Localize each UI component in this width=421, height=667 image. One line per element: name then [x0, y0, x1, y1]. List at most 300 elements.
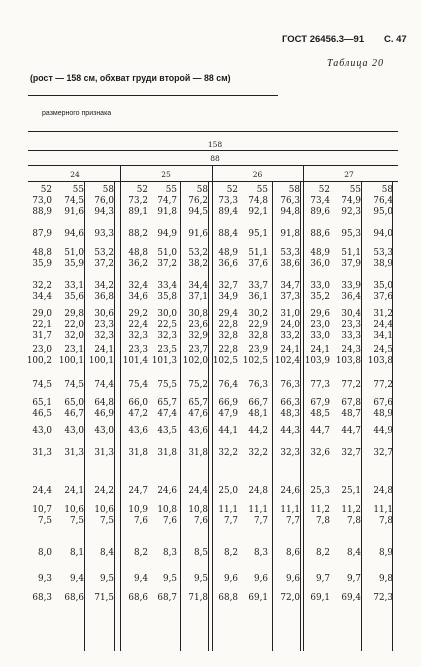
- table-cell: 65,7: [188, 398, 208, 408]
- table-cell: 51,1: [248, 248, 268, 258]
- table-cell: 8,4: [100, 548, 114, 558]
- table-cell: 24,1: [64, 486, 84, 496]
- table-cell: 23,0: [310, 320, 330, 330]
- table-cell: 24,3: [341, 345, 361, 355]
- table-cell: 94,0: [373, 229, 393, 239]
- table-cell: 48,1: [248, 409, 268, 419]
- table-cell: 73,0: [32, 196, 52, 206]
- group-header: 27: [344, 170, 354, 179]
- table-cell: 24,6: [280, 486, 300, 496]
- table-cell: 47,9: [218, 409, 238, 419]
- table-cell: 24,4: [32, 486, 52, 496]
- table-cell: 73,4: [310, 196, 330, 206]
- table-cell: 43,6: [128, 426, 148, 436]
- table-cell: 24,0: [280, 320, 300, 330]
- table-cell: 7,7: [224, 516, 238, 526]
- table-cell: 29,8: [64, 309, 84, 319]
- table-cell: 67,9: [310, 398, 330, 408]
- table-cell: 30,4: [341, 309, 361, 319]
- table-cell: 74,9: [341, 196, 361, 206]
- table-cell: 37,9: [341, 259, 361, 269]
- table-cell: 22,0: [64, 320, 84, 330]
- table-cell: 22,1: [32, 320, 52, 330]
- table-cell: 44,9: [373, 426, 393, 436]
- table-cell: 66,0: [128, 398, 148, 408]
- table-cell: 77,3: [310, 380, 330, 390]
- table-cell: 48,7: [341, 409, 361, 419]
- table-cell: 7,6: [134, 516, 148, 526]
- table-cell: 76,3: [280, 196, 300, 206]
- table-cell: 8,4: [347, 548, 361, 558]
- table-cell: 8,9: [379, 548, 393, 558]
- table-cell: 34,4: [32, 292, 52, 302]
- table-cell: 48,8: [32, 248, 52, 258]
- table-cell: 32,4: [128, 281, 148, 291]
- table-cell: 88,2: [128, 229, 148, 239]
- table-cell: 25,3: [310, 486, 330, 496]
- table-cell: 67,8: [341, 398, 361, 408]
- table-cell: 91,8: [157, 207, 177, 217]
- table-cell: 55: [256, 185, 268, 195]
- table-cell: 32,8: [248, 331, 268, 341]
- table-cell: 22,4: [128, 320, 148, 330]
- table-cell: 89,1: [128, 207, 148, 217]
- table-cell: 68,7: [157, 593, 177, 603]
- column-divider: [361, 181, 362, 651]
- feature-label: размерного признака: [42, 110, 112, 117]
- table-cell: 94,8: [280, 207, 300, 217]
- rule: [28, 165, 398, 166]
- table-cell: 23,9: [248, 345, 268, 355]
- height-value: 158: [207, 140, 223, 149]
- table-cell: 69,1: [248, 593, 268, 603]
- table-cell: 33,4: [157, 281, 177, 291]
- table-cell: 33,0: [310, 281, 330, 291]
- table-cell: 25,1: [341, 486, 361, 496]
- table-cell: 8,2: [316, 548, 330, 558]
- table-cell: 9,7: [347, 574, 361, 584]
- table-cell: 32,2: [218, 448, 238, 458]
- table-cell: 9,3: [38, 574, 52, 584]
- chest-value: 88: [210, 154, 220, 163]
- table-cell: 102,0: [182, 356, 208, 366]
- group-header: 25: [161, 170, 171, 179]
- table-cell: 7,5: [100, 516, 114, 526]
- table-cell: 76,4: [373, 196, 393, 206]
- table-cell: 10,6: [94, 505, 114, 515]
- table-cell: 74,4: [94, 380, 114, 390]
- table-cell: 32,6: [310, 448, 330, 458]
- table-cell: 37,3: [280, 292, 300, 302]
- table-cell: 88,4: [218, 229, 238, 239]
- table-cell: 69,4: [341, 593, 361, 603]
- table-cell: 23,3: [128, 345, 148, 355]
- table-cell: 102,4: [274, 356, 300, 366]
- table-cell: 9,7: [316, 574, 330, 584]
- table-cell: 10,7: [32, 505, 52, 515]
- table-cell: 44,3: [280, 426, 300, 436]
- table-cell: 7,8: [347, 516, 361, 526]
- table-cell: 34,1: [373, 331, 393, 341]
- table-cell: 76,2: [188, 196, 208, 206]
- table-cell: 31,3: [32, 448, 52, 458]
- table-subtitle: (рост — 158 см, обхват груди второй — 88 см): [30, 73, 231, 83]
- table-cell: 33,0: [310, 331, 330, 341]
- table-cell: 33,3: [341, 331, 361, 341]
- column-divider: [114, 181, 115, 651]
- table-cell: 93,3: [94, 229, 114, 239]
- table-cell: 68,3: [32, 593, 52, 603]
- table-cell: 65,1: [32, 398, 52, 408]
- table-cell: 7,7: [286, 516, 300, 526]
- table-cell: 35,8: [157, 292, 177, 302]
- table-cell: 73,3: [218, 196, 238, 206]
- table-cell: 58: [102, 185, 114, 195]
- table-cell: 8,3: [254, 548, 268, 558]
- table-cell: 8,2: [134, 548, 148, 558]
- table-cell: 9,6: [224, 574, 238, 584]
- table-cell: 77,2: [341, 380, 361, 390]
- table-cell: 48,8: [128, 248, 148, 258]
- column-divider: [208, 181, 209, 651]
- rule: [28, 95, 278, 96]
- table-cell: 31,7: [32, 331, 52, 341]
- table-cell: 44,2: [248, 426, 268, 436]
- table-cell: 68,6: [128, 593, 148, 603]
- table-cell: 94,3: [94, 207, 114, 217]
- table-cell: 94,9: [157, 229, 177, 239]
- table-cell: 88,6: [310, 229, 330, 239]
- table-cell: 22,9: [248, 320, 268, 330]
- table-cell: 33,7: [248, 281, 268, 291]
- table-cell: 58: [288, 185, 300, 195]
- page-number: С. 47: [384, 34, 407, 45]
- table-cell: 24,4: [188, 486, 208, 496]
- table-cell: 23,6: [188, 320, 208, 330]
- table-cell: 7,6: [163, 516, 177, 526]
- table-cell: 52: [40, 185, 52, 195]
- table-cell: 7,5: [38, 516, 52, 526]
- table-cell: 22,8: [218, 320, 238, 330]
- table-cell: 55: [349, 185, 361, 195]
- table-cell: 101,4: [122, 356, 148, 366]
- table-cell: 32,3: [157, 331, 177, 341]
- table-cell: 8,5: [194, 548, 208, 558]
- table-cell: 11,2: [341, 505, 361, 515]
- table-cell: 94,6: [64, 229, 84, 239]
- table-cell: 8,0: [38, 548, 52, 558]
- table-cell: 36,6: [218, 259, 238, 269]
- table-cell: 24,8: [248, 486, 268, 496]
- table-cell: 10,8: [157, 505, 177, 515]
- table-cell: 34,9: [218, 292, 238, 302]
- table-cell: 32,2: [32, 281, 52, 291]
- table-cell: 88,9: [32, 207, 52, 217]
- table-cell: 36,4: [341, 292, 361, 302]
- table-cell: 9,6: [286, 574, 300, 584]
- table-cell: 51,0: [64, 248, 84, 258]
- table-cell: 87,9: [32, 229, 52, 239]
- table-cell: 36,0: [310, 259, 330, 269]
- table-cell: 91,6: [64, 207, 84, 217]
- table-cell: 37,6: [248, 259, 268, 269]
- table-cell: 89,6: [310, 207, 330, 217]
- table-cell: 46,9: [94, 409, 114, 419]
- table-cell: 95,0: [373, 207, 393, 217]
- table-cell: 74,5: [64, 380, 84, 390]
- table-cell: 23,3: [94, 320, 114, 330]
- table-cell: 67,6: [373, 398, 393, 408]
- table-cell: 9,5: [100, 574, 114, 584]
- table-cell: 32,7: [341, 448, 361, 458]
- table-cell: 91,6: [188, 229, 208, 239]
- table-cell: 38,2: [188, 259, 208, 269]
- table-cell: 46,7: [64, 409, 84, 419]
- table-cell: 33,1: [64, 281, 84, 291]
- table-cell: 36,2: [128, 259, 148, 269]
- table-cell: 31,3: [64, 448, 84, 458]
- table-cell: 24,1: [310, 345, 330, 355]
- table-cell: 68,6: [64, 593, 84, 603]
- table-cell: 31,0: [280, 309, 300, 319]
- table-cell: 73,2: [128, 196, 148, 206]
- column-divider: [84, 181, 85, 651]
- table-cell: 8,6: [286, 548, 300, 558]
- table-cell: 102,5: [212, 356, 238, 366]
- table-cell: 11,2: [310, 505, 330, 515]
- table-cell: 66,7: [248, 398, 268, 408]
- table-cell: 24,8: [373, 486, 393, 496]
- table-cell: 103,8: [335, 356, 361, 366]
- table-cell: 7,6: [194, 516, 208, 526]
- table-cell: 55: [165, 185, 177, 195]
- table-cell: 66,9: [218, 398, 238, 408]
- table-cell: 32,9: [188, 331, 208, 341]
- table-cell: 31,8: [157, 448, 177, 458]
- table-cell: 76,3: [280, 380, 300, 390]
- table-cell: 43,6: [188, 426, 208, 436]
- table-cell: 100,2: [26, 356, 52, 366]
- table-cell: 52: [136, 185, 148, 195]
- table-cell: 32,7: [373, 448, 393, 458]
- table-cell: 9,4: [134, 574, 148, 584]
- table-cell: 32,0: [64, 331, 84, 341]
- table-cell: 35,2: [310, 292, 330, 302]
- group-header: 24: [70, 170, 80, 179]
- table-cell: 58: [381, 185, 393, 195]
- table-cell: 53,3: [373, 248, 393, 258]
- table-cell: 44,1: [218, 426, 238, 436]
- table-cell: 51,0: [157, 248, 177, 258]
- table-cell: 24,7: [128, 486, 148, 496]
- table-cell: 75,4: [128, 380, 148, 390]
- table-cell: 8,3: [163, 548, 177, 558]
- table-cell: 11,1: [280, 505, 300, 515]
- table-cell: 23,5: [157, 345, 177, 355]
- table-cell: 11,1: [373, 505, 393, 515]
- table-cell: 10,9: [128, 505, 148, 515]
- table-cell: 44,7: [341, 426, 361, 436]
- table-cell: 89,4: [218, 207, 238, 217]
- table-cell: 7,8: [379, 516, 393, 526]
- table-cell: 53,2: [94, 248, 114, 258]
- table-cell: 11,1: [248, 505, 268, 515]
- table-cell: 43,5: [157, 426, 177, 436]
- table-cell: 9,5: [194, 574, 208, 584]
- table-cell: 9,8: [379, 574, 393, 584]
- table-cell: 77,2: [373, 380, 393, 390]
- table-cell: 55: [72, 185, 84, 195]
- table-cell: 91,8: [280, 229, 300, 239]
- table-cell: 74,5: [32, 380, 52, 390]
- table-cell: 35,0: [373, 281, 393, 291]
- table-cell: 33,9: [341, 281, 361, 291]
- table-cell: 100,1: [58, 356, 84, 366]
- table-cell: 11,1: [218, 505, 238, 515]
- table-cell: 30,2: [248, 309, 268, 319]
- group-header: 26: [252, 170, 263, 179]
- table-cell: 68,8: [218, 593, 238, 603]
- table-cell: 72,3: [373, 593, 393, 603]
- table-cell: 33,2: [280, 331, 300, 341]
- table-cell: 24,2: [94, 486, 114, 496]
- table-cell: 31,8: [188, 448, 208, 458]
- table-cell: 46,5: [32, 409, 52, 419]
- table-cell: 51,1: [341, 248, 361, 258]
- table-cell: 48,9: [373, 409, 393, 419]
- table-cell: 34,7: [280, 281, 300, 291]
- table-cell: 102,5: [242, 356, 268, 366]
- table-cell: 22,5: [157, 320, 177, 330]
- table-cell: 34,4: [188, 281, 208, 291]
- table-cell: 69,1: [310, 593, 330, 603]
- table-cell: 7,5: [70, 516, 84, 526]
- table-cell: 30,0: [157, 309, 177, 319]
- table-cell: 31,2: [373, 309, 393, 319]
- table-cell: 38,9: [373, 259, 393, 269]
- table-cell: 38,6: [280, 259, 300, 269]
- table-cell: 43,0: [32, 426, 52, 436]
- table-cell: 23,1: [64, 345, 84, 355]
- table-cell: 37,2: [94, 259, 114, 269]
- table-cell: 74,7: [157, 196, 177, 206]
- table-cell: 92,1: [248, 207, 268, 217]
- table-cell: 76,3: [248, 380, 268, 390]
- table-cell: 9,4: [70, 574, 84, 584]
- table-cell: 31,3: [94, 448, 114, 458]
- table-cell: 76,4: [218, 380, 238, 390]
- table-cell: 53,3: [280, 248, 300, 258]
- table-cell: 29,0: [32, 309, 52, 319]
- table-cell: 95,3: [341, 229, 361, 239]
- table-cell: 37,1: [188, 292, 208, 302]
- rule: [28, 150, 398, 151]
- table-cell: 66,3: [280, 398, 300, 408]
- table-cell: 32,7: [218, 281, 238, 291]
- table-cell: 9,6: [254, 574, 268, 584]
- table-cell: 103,8: [367, 356, 393, 366]
- table-cell: 30,6: [94, 309, 114, 319]
- table-cell: 35,6: [64, 292, 84, 302]
- table-cell: 31,8: [128, 448, 148, 458]
- table-cell: 22,8: [218, 345, 238, 355]
- table-cell: 24,1: [280, 345, 300, 355]
- table-cell: 48,3: [280, 409, 300, 419]
- table-cell: 8,2: [224, 548, 238, 558]
- table-cell: 58: [196, 185, 208, 195]
- table-cell: 48,5: [310, 409, 330, 419]
- table-cell: 75,5: [157, 380, 177, 390]
- table-cell: 35,9: [32, 259, 52, 269]
- table-cell: 36,1: [248, 292, 268, 302]
- column-divider: [300, 181, 301, 651]
- rule: [28, 131, 398, 132]
- table-cell: 48,9: [310, 248, 330, 258]
- table-cell: 71,5: [94, 593, 114, 603]
- table-cell: 71,8: [188, 593, 208, 603]
- table-cell: 47,4: [157, 409, 177, 419]
- table-cell: 24,5: [373, 345, 393, 355]
- table-cell: 8,1: [70, 548, 84, 558]
- table-cell: 32,3: [94, 331, 114, 341]
- table-cell: 43,0: [94, 426, 114, 436]
- table-cell: 25,0: [218, 486, 238, 496]
- table-cell: 53,2: [188, 248, 208, 258]
- table-cell: 37,6: [373, 292, 393, 302]
- table-cell: 10,8: [188, 505, 208, 515]
- table-cell: 92,3: [341, 207, 361, 217]
- table-cell: 7,7: [254, 516, 268, 526]
- table-cell: 35,9: [64, 259, 84, 269]
- table-cell: 37,2: [157, 259, 177, 269]
- table-cell: 30,8: [188, 309, 208, 319]
- table-cell: 101,3: [151, 356, 177, 366]
- table-label: Таблица 20: [327, 58, 384, 69]
- table-cell: 29,6: [310, 309, 330, 319]
- table-cell: 103,9: [304, 356, 330, 366]
- table-cell: 34,2: [94, 281, 114, 291]
- table-cell: 7,8: [316, 516, 330, 526]
- table-cell: 64,8: [94, 398, 114, 408]
- standard-code: ГОСТ 26456.3—91: [282, 34, 365, 45]
- table-cell: 72,0: [280, 593, 300, 603]
- table-cell: 32,3: [128, 331, 148, 341]
- table-cell: 74,8: [248, 196, 268, 206]
- table-cell: 43,0: [64, 426, 84, 436]
- table-cell: 52: [226, 185, 238, 195]
- table-cell: 76,0: [94, 196, 114, 206]
- table-cell: 9,5: [163, 574, 177, 584]
- table-cell: 100,1: [88, 356, 114, 366]
- table-cell: 29,4: [218, 309, 238, 319]
- table-cell: 32,3: [280, 448, 300, 458]
- table-cell: 23,0: [32, 345, 52, 355]
- table-cell: 75,2: [188, 380, 208, 390]
- table-cell: 34,6: [128, 292, 148, 302]
- table-cell: 44,7: [310, 426, 330, 436]
- table-cell: 24,4: [373, 320, 393, 330]
- table-cell: 32,8: [218, 331, 238, 341]
- table-cell: 23,7: [188, 345, 208, 355]
- table-cell: 65,7: [157, 398, 177, 408]
- table-cell: 10,6: [64, 505, 84, 515]
- table-cell: 29,2: [128, 309, 148, 319]
- table-cell: 32,2: [248, 448, 268, 458]
- table-cell: 23,3: [341, 320, 361, 330]
- table-cell: 24,1: [94, 345, 114, 355]
- table-cell: 94,5: [188, 207, 208, 217]
- table-cell: 24,6: [157, 486, 177, 496]
